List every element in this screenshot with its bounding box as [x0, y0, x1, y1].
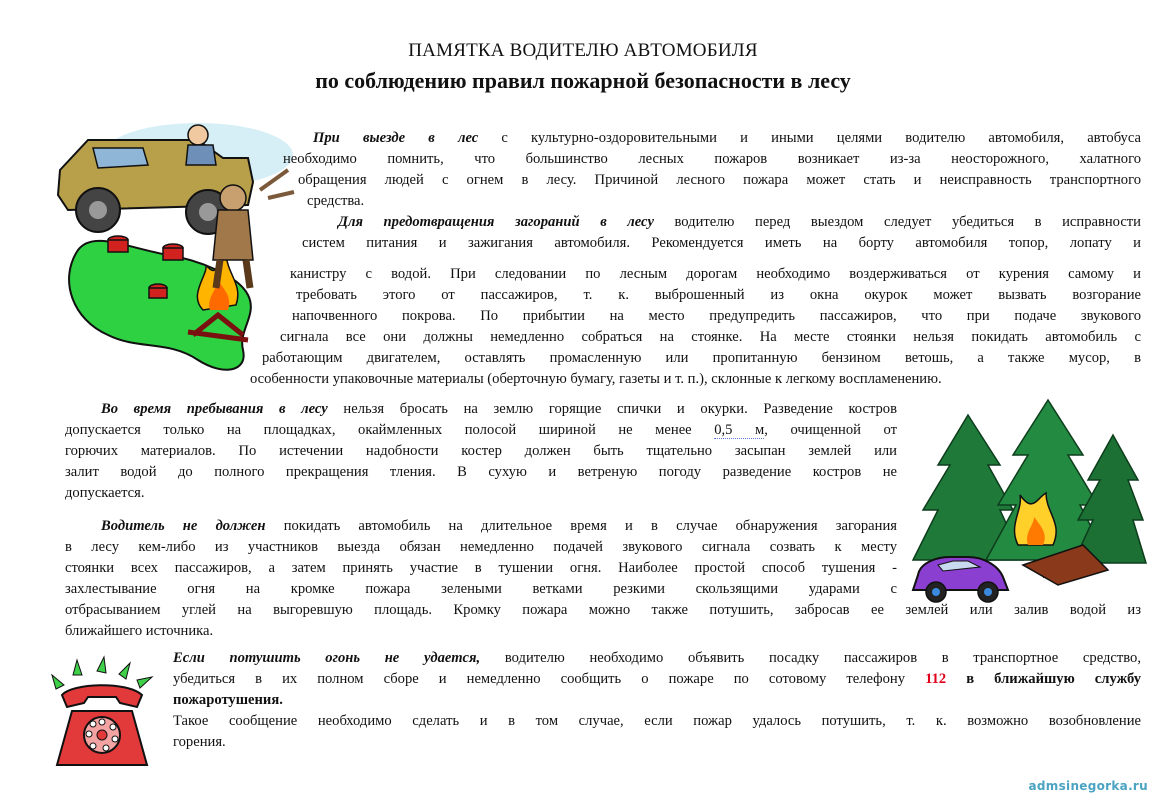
text-line: работающим двигателем, оставлять промасленную или пропитанную бензином ветошь, а также мусор, в [262, 350, 1141, 366]
text-line: захлестывание огня на кромке пожара зелеными ветками резкими скользящими ударами с [65, 581, 897, 597]
distance-value: 0,5 м [714, 422, 765, 438]
text-line: убедиться в их полном сборе и немедленно сообщить о пожаре по сотовому телефону [173, 671, 926, 687]
paragraph-leaving-for-forest [283, 128, 1141, 212]
text-line: стоянки всех пассажиров, а затем принять участие в тушении огня. Наиболее простой способ тушения - [65, 560, 897, 576]
text-line: покидать автомобиль на длительное время и в случае обнаружения загорания [265, 518, 897, 534]
telephone-illustration [42, 655, 164, 777]
lead-phrase: Для предотвращения загораний в лесу [338, 214, 654, 230]
lead-phrase: Если потушить огонь не удается, [173, 650, 481, 666]
text-line: систем питания и зажигания автомобиля. Рекомендуется иметь на борту автомобиля топор, лопату и [302, 235, 1141, 251]
text-line: особенности упаковочные материалы (оберточную бумагу, газеты и т. п.), склонные к легкому воспламенению. [250, 371, 942, 387]
text-line: , очищенной от [764, 422, 897, 438]
page-title: ПАМЯТКА ВОДИТЕЛЮ АВТОМОБИЛЯ [408, 40, 758, 61]
text-line: водителю необходимо объявить посадку пассажиров в транспортное средство, [480, 650, 1141, 666]
text-line: отбрасыванием углей на выгоревшую площадь. Кромку пожара можно также потушить, забросав ее землей или залив водой из [65, 602, 1141, 618]
lead-phrase: Водитель не должен [101, 518, 266, 534]
forest-fire-illustration [908, 395, 1148, 615]
text-line: нельзя бросать на землю горящие спички и окурки. Разведение костров [327, 401, 897, 417]
text-line: требовать этого от пассажиров, т. к. выброшенный из окна окурок может вызвать возгорание [296, 287, 1141, 303]
text-line: обращения людей с огнем в лесу. Причиной лесного пожара может стать и неисправность транспортного [298, 172, 1141, 188]
text-line: залит водой до полного прекращения тления. В сухую и ветреную погоду разведение костров не [65, 464, 897, 480]
paragraph-if-fire-not-extinguished [173, 648, 1141, 753]
text-line: с культурно-оздоровительными и иными целями водителю автомобиля, автобуса [478, 130, 1141, 146]
page-subtitle: по соблюдению правил пожарной безопасности в лесу [315, 68, 851, 93]
text-line: допускается. [65, 485, 145, 501]
text-line: необходимо помнить, что большинство лесных пожаров возникает из-за неосторожного, халатного [283, 151, 1141, 167]
lead-phrase: Во время пребывания в лесу [101, 401, 328, 417]
text-line: Такое сообщение необходимо сделать и в том случае, если пожар удалось потушить, т. к. возможно возобновление [173, 713, 1141, 729]
text-line: в ближайшую службу [946, 671, 1142, 687]
paragraph-driver-must-not [65, 516, 1141, 642]
paragraph-staying-in-forest [65, 399, 897, 504]
text-line: в лесу кем-либо из участников выезда обязан немедленно подачей звукового сигнала созвать к месту [65, 539, 897, 555]
text-line: напочвенного покрова. По прибытии на место предупредить пассажиров, что при подаче звукового [292, 308, 1141, 324]
lead-phrase: При выезде в лес [313, 130, 479, 146]
text-line: ближайшего источника. [65, 623, 214, 639]
text-line: средства. [307, 193, 365, 209]
text-line: канистру с водой. При следовании по лесным дорогам необходимо воздерживаться от курения самому и [290, 266, 1141, 282]
site-watermark: admsinegorka.ru [1028, 779, 1148, 793]
text-line: горючих материалов. По истечении надобности костер должен быть тщательно засыпан землей или [65, 443, 897, 459]
text-line: допускается только на площадках, окаймленных полосой шириной не менее [65, 422, 715, 438]
text-line: сигнала все они должны немедленно собраться на стоянке. На месте стоянки нельзя покидать автомобиль с [280, 329, 1141, 345]
text-line: горения. [173, 734, 226, 750]
emergency-phone-number: 112 [925, 671, 947, 687]
paragraph-fire-prevention [250, 212, 1141, 390]
text-line: пожаротушения. [173, 692, 283, 708]
text-line: водителю перед выездом следует убедиться в исправности [653, 214, 1141, 230]
